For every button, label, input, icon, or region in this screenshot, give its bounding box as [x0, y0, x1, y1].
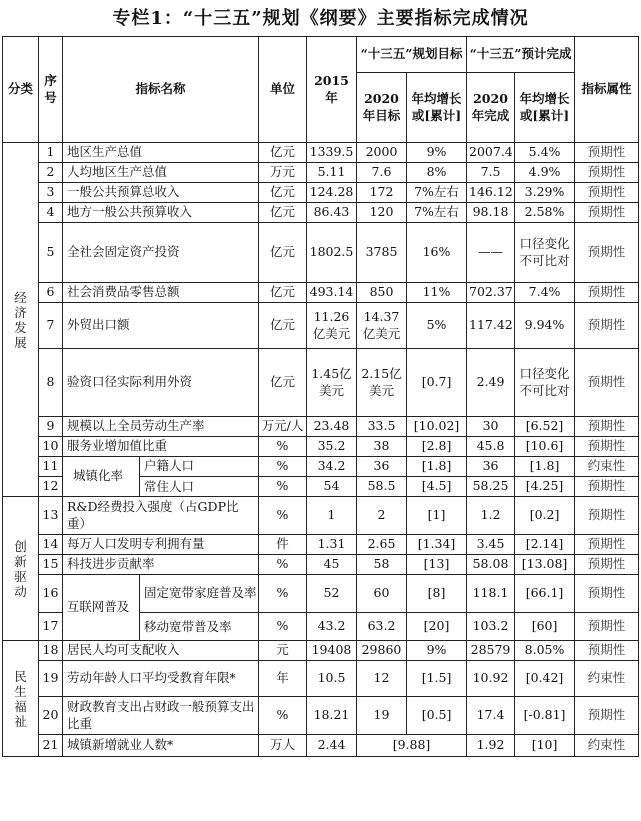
attr-cell: 预期性: [575, 223, 639, 283]
seq-cell: 10: [39, 437, 63, 457]
indicator-name: 劳动年龄人口平均受教育年限*: [63, 661, 259, 697]
unit-cell: %: [259, 575, 307, 613]
plan-2020: 63.2: [357, 613, 407, 641]
indicator-name: 人均地区生产总值: [63, 163, 259, 183]
table-row: [3, 349, 639, 417]
value-2015: 52: [307, 575, 357, 613]
header-plan-2020: 2020年目标: [357, 73, 407, 143]
est-2020: 146.12: [467, 183, 515, 203]
value-2015: 11.26亿美元: [307, 303, 357, 349]
value-2015: 34.2: [307, 457, 357, 477]
value-2015: 1339.5: [307, 143, 357, 163]
plan-2020: 14.37亿美元: [357, 303, 407, 349]
est-2020: 28579: [467, 641, 515, 661]
table-row: [3, 697, 639, 735]
unit-cell: 亿元: [259, 223, 307, 283]
unit-cell: 万元: [259, 163, 307, 183]
est-2020: 3.45: [467, 535, 515, 555]
value-2015: 54: [307, 477, 357, 497]
indicator-name: 服务业增加值比重: [63, 437, 259, 457]
value-2015: 18.21: [307, 697, 357, 735]
attr-cell: 预期性: [575, 697, 639, 735]
est-2020: 30: [467, 417, 515, 437]
value-2015: 1: [307, 497, 357, 535]
est-growth: 7.4%: [515, 283, 575, 303]
attr-cell: 预期性: [575, 497, 639, 535]
table-row: [3, 283, 639, 303]
group-cell: [63, 457, 259, 497]
unit-cell: 亿元: [259, 143, 307, 163]
table-row: [3, 437, 639, 457]
seq-cell: 15: [39, 555, 63, 575]
est-2020: 1.2: [467, 497, 515, 535]
attr-cell: 预期性: [575, 417, 639, 437]
est-growth: 2.58%: [515, 203, 575, 223]
plan-growth: 7%左右: [407, 203, 467, 223]
est-growth: 5.4%: [515, 143, 575, 163]
plan-2020: 12: [357, 661, 407, 697]
est-2020: 702.37: [467, 283, 515, 303]
plan-2020: 120: [357, 203, 407, 223]
header-unit: 单位: [259, 37, 307, 143]
plan-growth: 11%: [407, 283, 467, 303]
attr-cell: 预期性: [575, 613, 639, 641]
indicator-name: 移动宽带普及率: [144, 618, 232, 634]
seq-cell: 18: [39, 641, 63, 661]
unit-cell: 亿元: [259, 303, 307, 349]
indicator-name: 一般公共预算总收入: [63, 183, 259, 203]
table-row: [3, 417, 639, 437]
seq-cell: 4: [39, 203, 63, 223]
indicator-name: 全社会固定资产投资: [63, 223, 259, 283]
plan-growth: [1.5]: [407, 661, 467, 697]
est-2020: 58.08: [467, 555, 515, 575]
header-2015: 2015年: [307, 37, 357, 143]
value-2015: 23.48: [307, 417, 357, 437]
indicator-name: 财政教育支出占财政一般预算支出比重: [63, 697, 259, 735]
attr-cell: 预期性: [575, 477, 639, 497]
unit-cell: %: [259, 613, 307, 641]
table-row: [3, 203, 639, 223]
est-growth: 3.29%: [515, 183, 575, 203]
header-plan-growth: 年均增长或[累计]: [407, 73, 467, 143]
est-growth: [13.08]: [515, 555, 575, 575]
seq-cell: 1: [39, 143, 63, 163]
plan-2020: 29860: [357, 641, 407, 661]
est-growth: [2.14]: [515, 535, 575, 555]
plan-2020: 2.15亿美元: [357, 349, 407, 417]
plan-growth: [0.5]: [407, 697, 467, 735]
plan-2020: 19: [357, 697, 407, 735]
indicator-name: 户籍人口: [140, 457, 258, 477]
attr-cell: 约束性: [575, 661, 639, 697]
plan-2020: 60: [357, 575, 407, 613]
seq-cell: 19: [39, 661, 63, 697]
value-2015: 124.28: [307, 183, 357, 203]
est-2020: 10.92: [467, 661, 515, 697]
plan-growth: [2.8]: [407, 437, 467, 457]
attr-cell: 预期性: [575, 203, 639, 223]
table-row: [3, 497, 639, 535]
est-2020: 103.2: [467, 613, 515, 641]
attr-cell: 预期性: [575, 303, 639, 349]
attr-cell: 约束性: [575, 457, 639, 477]
category-cell: [3, 641, 39, 757]
attr-cell: 预期性: [575, 575, 639, 613]
table-row: [3, 555, 639, 575]
plan-2020: 850: [357, 283, 407, 303]
value-2015: 35.2: [307, 437, 357, 457]
table-row: [3, 535, 639, 555]
unit-cell: %: [259, 697, 307, 735]
est-2020: 1.92: [467, 735, 515, 757]
est-2020: ——: [467, 223, 515, 283]
est-growth: 口径变化不可比对: [515, 223, 575, 283]
unit-cell: 亿元: [259, 203, 307, 223]
header-attr: 指标属性: [575, 37, 639, 143]
unit-cell: 亿元: [259, 283, 307, 303]
indicator-name: 每万人口发明专利拥有量: [63, 535, 259, 555]
plan-growth: 9%: [407, 641, 467, 661]
category-label: 创新驱动: [14, 538, 27, 599]
indicator-table: [2, 36, 639, 757]
plan-2020: 7.6: [357, 163, 407, 183]
seq-cell: 6: [39, 283, 63, 303]
plan-2020: 2000: [357, 143, 407, 163]
header-plan-group: “十三五”规划目标: [357, 37, 467, 73]
category-cell: [3, 497, 39, 641]
attr-cell: 预期性: [575, 143, 639, 163]
category-label: 民生福祉: [14, 668, 27, 729]
est-growth: [66.1]: [515, 575, 575, 613]
attr-cell: 预期性: [575, 183, 639, 203]
table-row: [3, 143, 639, 163]
est-2020: 36: [467, 457, 515, 477]
est-growth: [-0.81]: [515, 697, 575, 735]
seq-cell: 2: [39, 163, 63, 183]
table-row: [3, 661, 639, 697]
indicator-name: 常住人口: [144, 478, 195, 494]
header-category: 分类: [3, 37, 39, 143]
est-2020: 98.18: [467, 203, 515, 223]
attr-cell: 预期性: [575, 535, 639, 555]
plan-growth: 5%: [407, 303, 467, 349]
plan-growth: [1.34]: [407, 535, 467, 555]
seq-cell: 5: [39, 223, 63, 283]
indicator-name: 城镇新增就业人数*: [63, 735, 259, 757]
header-est-2020: 2020年完成: [467, 73, 515, 143]
indicator-name: 验资口径实际利用外资: [63, 349, 259, 417]
value-2015: 1.45亿美元: [307, 349, 357, 417]
header-est-growth: 年均增长或[累计]: [515, 73, 575, 143]
indicator-name: 固定宽带家庭普及率: [140, 575, 258, 613]
plan-2020: 33.5: [357, 417, 407, 437]
plan-growth: [1.8]: [407, 457, 467, 477]
attr-cell: 预期性: [575, 555, 639, 575]
est-2020: 2.49: [467, 349, 515, 417]
plan-growth: [10.02]: [407, 417, 467, 437]
page-title: 专栏1：“十三五”规划《纲要》主要指标完成情况: [112, 8, 529, 29]
est-growth: 9.94%: [515, 303, 575, 349]
group-label: 互联网普及: [66, 599, 130, 615]
value-2015: 45: [307, 555, 357, 575]
seq-cell: 9: [39, 417, 63, 437]
plan-2020: 38: [357, 437, 407, 457]
plan-growth: 7%左右: [407, 183, 467, 203]
est-growth: 4.9%: [515, 163, 575, 183]
unit-cell: %: [259, 555, 307, 575]
est-growth: [4.25]: [515, 477, 575, 497]
indicator-name: 规模以上全员劳动生产率: [63, 417, 259, 437]
est-2020: 118.1: [467, 575, 515, 613]
est-growth: [0.2]: [515, 497, 575, 535]
attr-cell: 预期性: [575, 349, 639, 417]
seq-cell: 14: [39, 535, 63, 555]
attr-cell: 预期性: [575, 163, 639, 183]
unit-cell: 件: [259, 535, 307, 555]
plan-growth: [8]: [407, 575, 467, 613]
indicator-name: 居民人均可支配收入: [63, 641, 259, 661]
value-2015: 493.14: [307, 283, 357, 303]
unit-cell: 元: [259, 641, 307, 661]
indicator-name: 外贸出口额: [63, 303, 259, 349]
plan-growth: [13]: [407, 555, 467, 575]
plan-growth: [4.5]: [407, 477, 467, 497]
value-2015: 1.31: [307, 535, 357, 555]
value-2015: 1802.5: [307, 223, 357, 283]
seq-cell: 16: [39, 575, 63, 613]
indicator-name: R&D经费投入强度（占GDP比重）: [63, 497, 259, 535]
est-growth: [10]: [515, 735, 575, 757]
unit-cell: 万元/人: [259, 417, 307, 437]
plan-growth: 16%: [407, 223, 467, 283]
est-2020: 58.25: [467, 477, 515, 497]
table-row: [3, 641, 639, 661]
plan-growth: [1]: [407, 497, 467, 535]
seq-cell: 3: [39, 183, 63, 203]
unit-cell: %: [259, 497, 307, 535]
seq-cell: 21: [39, 735, 63, 757]
plan-2020: 3785: [357, 223, 407, 283]
est-growth: [0.42]: [515, 661, 575, 697]
category-label: 经济发展: [14, 289, 27, 350]
est-2020: 2007.4: [467, 143, 515, 163]
est-growth: [1.8]: [515, 457, 575, 477]
seq-cell: 20: [39, 697, 63, 735]
seq-cell: 12: [39, 477, 63, 497]
value-2015: 10.5: [307, 661, 357, 697]
unit-cell: %: [259, 457, 307, 477]
plan-growth: 8%: [407, 163, 467, 183]
indicator-name: 科技进步贡献率: [63, 555, 259, 575]
est-growth: [10.6]: [515, 437, 575, 457]
seq-cell: 17: [39, 613, 63, 641]
unit-cell: %: [259, 437, 307, 457]
seq-cell: 7: [39, 303, 63, 349]
table-row: [3, 575, 639, 613]
plan-growth: [0.7]: [407, 349, 467, 417]
est-growth: 8.05%: [515, 641, 575, 661]
est-2020: 17.4: [467, 697, 515, 735]
est-growth: [60]: [515, 613, 575, 641]
table-row: [3, 303, 639, 349]
indicator-name: 地区生产总值: [63, 143, 259, 163]
est-growth: 口径变化不可比对: [515, 349, 575, 417]
seq-cell: 11: [39, 457, 63, 477]
indicator-name: 社会消费品零售总额: [63, 283, 259, 303]
group-label: 城镇化率: [72, 468, 123, 484]
value-2015: 86.43: [307, 203, 357, 223]
seq-cell: 8: [39, 349, 63, 417]
header-seq: 序号: [39, 37, 63, 143]
value-2015: 2.44: [307, 735, 357, 757]
plan-2020: 2: [357, 497, 407, 535]
attr-cell: 预期性: [575, 641, 639, 661]
table-row: [3, 223, 639, 283]
unit-cell: 亿元: [259, 349, 307, 417]
group-cell: [63, 575, 259, 641]
value-2015: 5.11: [307, 163, 357, 183]
category-cell: [3, 143, 39, 497]
indicator-name: 地方一般公共预算收入: [63, 203, 259, 223]
attr-cell: 预期性: [575, 437, 639, 457]
est-2020: 7.5: [467, 163, 515, 183]
attr-cell: 预期性: [575, 283, 639, 303]
plan-2020: 2.65: [357, 535, 407, 555]
est-growth: [6.52]: [515, 417, 575, 437]
header-name: 指标名称: [63, 37, 259, 143]
seq-cell: 13: [39, 497, 63, 535]
table-row: [3, 163, 639, 183]
plan-2020: 58.5: [357, 477, 407, 497]
table-row: [3, 457, 639, 477]
unit-cell: 万人: [259, 735, 307, 757]
est-2020: 117.42: [467, 303, 515, 349]
value-2015: 19408: [307, 641, 357, 661]
unit-cell: 年: [259, 661, 307, 697]
header-est-group: “十三五”预计完成: [467, 37, 575, 73]
plan-2020: 172: [357, 183, 407, 203]
unit-cell: %: [259, 477, 307, 497]
plan-growth: 9%: [407, 143, 467, 163]
est-2020: 45.8: [467, 437, 515, 457]
plan-2020: 58: [357, 555, 407, 575]
plan-2020: 36: [357, 457, 407, 477]
attr-cell: 约束性: [575, 735, 639, 757]
plan-growth: [20]: [407, 613, 467, 641]
value-2015: 43.2: [307, 613, 357, 641]
table-row: [3, 735, 639, 757]
unit-cell: 亿元: [259, 183, 307, 203]
table-row: [3, 183, 639, 203]
plan-merged: [9.88]: [357, 735, 467, 757]
